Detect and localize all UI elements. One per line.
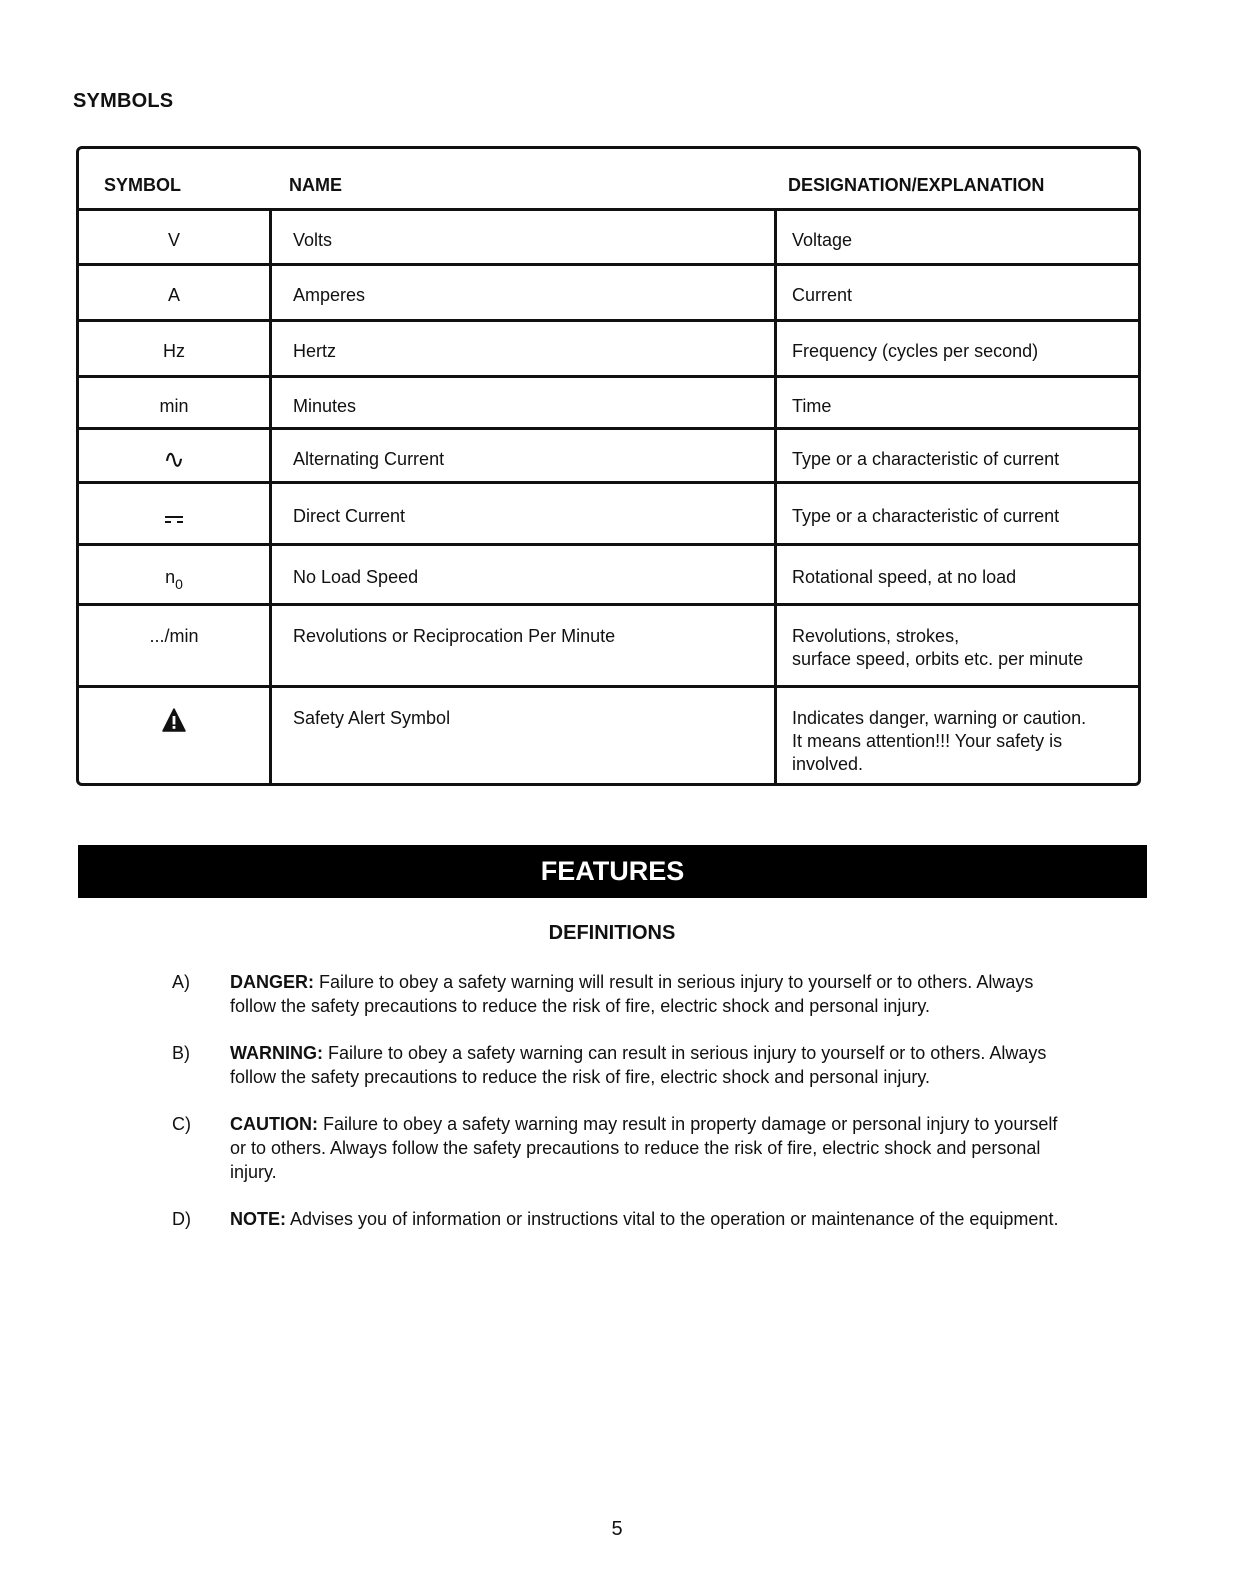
- name-cell: [269, 546, 774, 603]
- table-row-hertz: [79, 319, 1138, 375]
- designation-cell: [774, 322, 1138, 375]
- definition-body: [230, 1207, 1070, 1231]
- definition-term: WARNING:: [230, 1043, 323, 1063]
- name-text: Hertz: [293, 341, 337, 361]
- designation-text: Type or a characteristic of current: [792, 449, 1060, 469]
- definition-body: [230, 1041, 1070, 1089]
- name-cell: [269, 266, 774, 319]
- alternating-current-icon: ∿: [163, 444, 185, 474]
- definition-letter: B): [172, 1043, 190, 1063]
- features-banner: FEATURES: [78, 845, 1147, 898]
- definition-letter: D): [172, 1209, 191, 1229]
- designation-text: Voltage: [792, 230, 853, 250]
- definitions-title: DEFINITIONS: [548, 922, 676, 944]
- symbol-subscript: 0: [175, 576, 183, 592]
- definition-term: DANGER:: [230, 972, 314, 992]
- name-text: Revolutions or Reciprocation Per Minute: [293, 626, 616, 646]
- direct-current-icon: [165, 515, 183, 525]
- name-cell: [269, 484, 774, 543]
- designation-cell: [774, 546, 1138, 603]
- definition-text: Advises you of information or instructions vital to the operation or maintenance of the equipment.: [290, 1209, 1059, 1229]
- symbol-cell: [79, 211, 269, 263]
- table-row-direct-current: [79, 481, 1138, 543]
- designation-cell: [774, 211, 1138, 263]
- definition-term: NOTE:: [230, 1209, 286, 1229]
- definition-body: [230, 970, 1070, 1018]
- name-text: Direct Current: [293, 506, 406, 526]
- designation-text: It means attention!!! Your safety is: [792, 731, 1063, 751]
- designation-cell: [774, 484, 1138, 543]
- designation-cell: [774, 266, 1138, 319]
- name-text: Amperes: [293, 285, 366, 305]
- table-row-volts: [79, 208, 1138, 263]
- designation-cell: [774, 430, 1138, 481]
- table-row-no-load-speed: [79, 543, 1138, 603]
- symbol-cell: [79, 378, 269, 427]
- safety-alert-icon: [162, 708, 186, 732]
- definition-text: Failure to obey a safety warning can result in serious injury to yourself or to others. Always follow the safety precautions to reduce the risk of fire, electric shock and personal injury.: [230, 1043, 1047, 1087]
- symbol-cell: [79, 606, 269, 685]
- header-name: NAME: [289, 175, 342, 195]
- symbols-heading: SYMBOLS: [73, 90, 174, 112]
- name-text: Volts: [293, 230, 333, 250]
- symbol-cell: [79, 266, 269, 319]
- symbol-cell: [79, 688, 269, 783]
- symbol-text: .../min: [149, 626, 199, 646]
- name-cell: [269, 322, 774, 375]
- definition-letter: A): [172, 972, 190, 992]
- page-number: 5: [611, 1518, 623, 1540]
- name-cell: [269, 211, 774, 263]
- name-cell: [269, 606, 774, 685]
- name-text: No Load Speed: [293, 567, 419, 587]
- designation-text: Time: [792, 396, 832, 416]
- definition-text: Failure to obey a safety warning will result in serious injury to yourself or to others. Always follow the safety precautions to reduce the risk of fire, electric shock and personal injury.: [230, 972, 1034, 1016]
- header-designation: DESIGNATION/EXPLANATION: [788, 175, 1045, 195]
- designation-text: Rotational speed, at no load: [792, 567, 1017, 587]
- symbol-cell: [79, 484, 269, 543]
- name-text: Safety Alert Symbol: [293, 708, 451, 728]
- definition-body: [230, 1112, 1070, 1184]
- designation-text: involved.: [792, 754, 864, 774]
- symbol-text: A: [167, 285, 180, 305]
- symbol-text: Hz: [163, 341, 185, 361]
- designation-cell: [774, 688, 1138, 783]
- designation-text: Frequency (cycles per second): [792, 341, 1039, 361]
- name-cell: [269, 378, 774, 427]
- designation-text: Current: [792, 285, 853, 305]
- name-cell: [269, 688, 774, 783]
- symbol-text: V: [167, 230, 180, 250]
- designation-text: Revolutions, strokes,: [792, 626, 960, 646]
- name-text: Alternating Current: [293, 449, 445, 469]
- symbol-text: n: [165, 567, 176, 587]
- designation-cell: [774, 606, 1138, 685]
- name-text: Minutes: [293, 396, 357, 416]
- definition-term: CAUTION:: [230, 1114, 318, 1134]
- designation-text: Indicates danger, warning or caution.: [792, 708, 1087, 728]
- name-cell: [269, 430, 774, 481]
- symbol-cell: [79, 322, 269, 375]
- table-row-amperes: [79, 263, 1138, 319]
- header-symbol: SYMBOL: [104, 175, 182, 195]
- symbol-cell: [79, 546, 269, 603]
- table-row-safety-alert: [79, 685, 1138, 783]
- table-row-minutes: [79, 375, 1138, 427]
- table-row-per-minute: [79, 603, 1138, 685]
- symbol-text: min: [159, 396, 189, 416]
- definition-letter: C): [172, 1114, 191, 1134]
- designation-text: Type or a characteristic of current: [792, 506, 1060, 526]
- definition-text: Failure to obey a safety warning may result in property damage or personal injury to yourself or to others. Always follow the safety precautions to reduce the risk of fire, electric shock and personal injury.: [230, 1114, 1058, 1182]
- table-row-alternating-current: [79, 427, 1138, 481]
- designation-cell: [774, 378, 1138, 427]
- symbol-cell: [79, 430, 269, 481]
- designation-text: surface speed, orbits etc. per minute: [792, 649, 1084, 669]
- symbols-table: [76, 146, 1141, 786]
